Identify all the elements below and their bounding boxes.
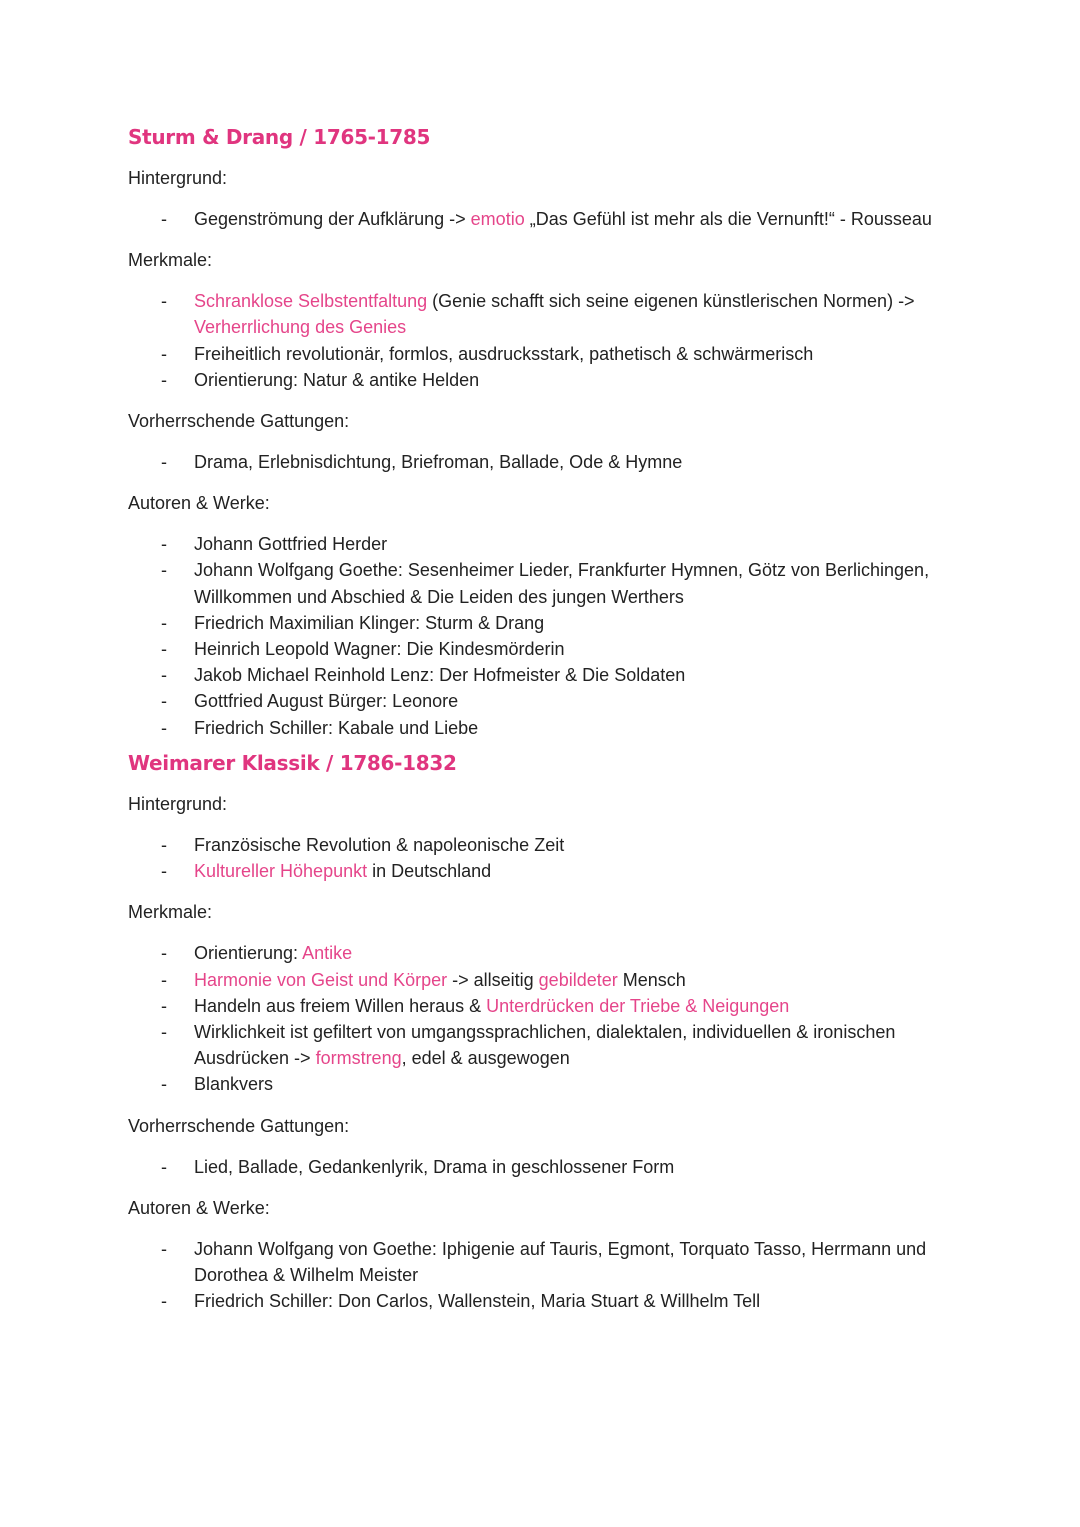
highlighted-term: emotio bbox=[470, 209, 525, 229]
list-item bbox=[128, 832, 968, 858]
group-heading-autoren-werke: Autoren & Werke: bbox=[128, 1197, 270, 1218]
list-item bbox=[128, 449, 968, 475]
group-heading-hintergrund: Hintergrund: bbox=[128, 168, 228, 188]
dash-bullet-icon: - bbox=[161, 209, 167, 229]
item-text: Französische Revolution & napoleonische Zeit bbox=[194, 835, 565, 855]
section-title: Sturm & Drang / 1765-1785 bbox=[128, 125, 431, 149]
list-item bbox=[128, 636, 968, 662]
bullet-list bbox=[128, 531, 968, 741]
item-text: Johann Wolfgang Goethe: Sesenheimer Lieder, Frankfurter Hymnen, Götz von Berlichingen, Willkommen und Abschied & Die Leiden des jungen Werthers bbox=[194, 560, 930, 607]
highlighted-term: gebildeter bbox=[538, 969, 618, 990]
list-item bbox=[128, 341, 968, 367]
list-item bbox=[128, 288, 968, 340]
group-heading-vorherrschende-gattungen: Vorherrschende Gattungen: bbox=[128, 1115, 350, 1136]
item-text: „Das Gefühl ist mehr als die Vernunft!“ - Rousseau bbox=[524, 209, 932, 229]
dash-bullet-icon: - bbox=[161, 560, 167, 581]
section-title: Weimarer Klassik / 1786-1832 bbox=[128, 751, 457, 775]
dash-bullet-icon: - bbox=[161, 612, 167, 633]
list-item bbox=[128, 993, 968, 1019]
dash-bullet-icon: - bbox=[161, 995, 167, 1016]
highlighted-term: Schranklose Selbstentfaltung bbox=[194, 291, 428, 312]
item-text: Heinrich Leopold Wagner: Die Kindesmörderin bbox=[194, 639, 565, 660]
dash-bullet-icon: - bbox=[161, 1291, 167, 1312]
item-text: Orientierung: Natur & antike Helden bbox=[194, 369, 480, 390]
dash-bullet-icon: - bbox=[161, 691, 167, 712]
item-text: Friedrich Schiller: Don Carlos, Wallenstein, Maria Stuart & Willhelm Tell bbox=[194, 1291, 761, 1312]
dash-bullet-icon: - bbox=[161, 452, 167, 473]
list-item bbox=[128, 1236, 968, 1288]
dash-bullet-icon: - bbox=[161, 534, 167, 555]
item-text: Handeln aus freiem Willen heraus & bbox=[194, 995, 487, 1016]
dash-bullet-icon: - bbox=[161, 1156, 167, 1177]
bullet-list bbox=[128, 832, 968, 884]
item-text: Johann Wolfgang von Goethe: Iphigenie auf Tauris, Egmont, Torquato Tasso, Herrmann und Dorothea & Wilhelm Meister bbox=[194, 1238, 927, 1286]
dash-bullet-icon: - bbox=[161, 1022, 167, 1043]
item-text: -> allseitig bbox=[447, 969, 539, 990]
dash-bullet-icon: - bbox=[161, 861, 167, 882]
item-text: Gegenströmung der Aufklärung -> bbox=[194, 209, 471, 229]
bullet-list bbox=[128, 1236, 968, 1315]
dash-bullet-icon: - bbox=[161, 291, 167, 312]
dash-bullet-icon: - bbox=[161, 639, 167, 660]
item-text: Wirklichkeit ist gefiltert von umgangssprachlichen, dialektalen, individuellen & ironischen Ausdrücken -> bbox=[194, 1022, 896, 1069]
highlighted-term: Antike bbox=[302, 943, 353, 964]
dash-bullet-icon: - bbox=[161, 835, 167, 855]
group-heading-merkmale: Merkmale: bbox=[128, 250, 213, 271]
item-text: Friedrich Schiller: Kabale und Liebe bbox=[194, 717, 479, 738]
item-text: (Genie schafft sich seine eigenen künstlerischen Normen) -> bbox=[427, 291, 915, 312]
item-text: Orientierung: bbox=[194, 943, 303, 964]
item-text: Lied, Ballade, Gedankenlyrik, Drama in geschlossener Form bbox=[194, 1156, 675, 1177]
list-item bbox=[128, 557, 968, 609]
bullet-list bbox=[128, 449, 968, 475]
list-item bbox=[128, 967, 968, 993]
group-heading-hintergrund: Hintergrund: bbox=[128, 794, 228, 814]
item-text: Jakob Michael Reinhold Lenz: Der Hofmeister & Die Soldaten bbox=[194, 665, 686, 686]
section-sturm-und-drang bbox=[128, 124, 968, 741]
group-heading-merkmale: Merkmale: bbox=[128, 902, 213, 923]
highlighted-term: Verherrlichung des Genies bbox=[194, 317, 407, 338]
dash-bullet-icon: - bbox=[161, 343, 167, 364]
item-text: , edel & ausgewogen bbox=[401, 1048, 570, 1069]
list-item bbox=[128, 1154, 968, 1180]
list-item bbox=[128, 858, 968, 884]
bullet-list bbox=[128, 288, 968, 393]
highlighted-term: Unterdrücken der Triebe & Neigungen bbox=[486, 995, 790, 1016]
section-weimarer-klassik bbox=[128, 750, 968, 1314]
dash-bullet-icon: - bbox=[161, 369, 167, 390]
group-heading-vorherrschende-gattungen: Vorherrschende Gattungen: bbox=[128, 411, 350, 432]
bullet-list bbox=[128, 206, 968, 232]
list-item bbox=[128, 1071, 968, 1097]
item-text: Freiheitlich revolutionär, formlos, ausdrucksstark, pathetisch & schwärmerisch bbox=[194, 343, 814, 364]
list-item bbox=[128, 531, 968, 557]
bullet-list bbox=[128, 940, 968, 1097]
list-item bbox=[128, 610, 968, 636]
list-item bbox=[128, 940, 968, 966]
dash-bullet-icon: - bbox=[161, 1238, 167, 1259]
highlighted-term: Harmonie von Geist und Körper bbox=[194, 969, 448, 990]
item-text: Friedrich Maximilian Klinger: Sturm & Drang bbox=[194, 612, 545, 633]
bullet-list bbox=[128, 1154, 968, 1180]
item-text: Mensch bbox=[617, 969, 686, 990]
dash-bullet-icon: - bbox=[161, 665, 167, 686]
group-heading-autoren-werke: Autoren & Werke: bbox=[128, 493, 270, 514]
list-item bbox=[128, 688, 968, 714]
dash-bullet-icon: - bbox=[161, 1074, 167, 1095]
dash-bullet-icon: - bbox=[161, 943, 167, 964]
item-text: Drama, Erlebnisdichtung, Briefroman, Ballade, Ode & Hymne bbox=[194, 452, 683, 473]
dash-bullet-icon: - bbox=[161, 717, 167, 738]
list-item bbox=[128, 1019, 968, 1071]
item-text: Johann Gottfried Herder bbox=[194, 534, 388, 555]
item-text: Blankvers bbox=[194, 1074, 274, 1095]
list-item bbox=[128, 206, 968, 232]
dash-bullet-icon: - bbox=[161, 969, 167, 990]
list-item bbox=[128, 367, 968, 393]
item-text: Gottfried August Bürger: Leonore bbox=[194, 691, 459, 712]
list-item bbox=[128, 1288, 968, 1314]
list-item bbox=[128, 715, 968, 741]
highlighted-term: Kultureller Höhepunkt bbox=[194, 861, 368, 882]
highlighted-term: formstreng bbox=[315, 1048, 402, 1069]
list-item bbox=[128, 662, 968, 688]
item-text: in Deutschland bbox=[367, 861, 492, 882]
